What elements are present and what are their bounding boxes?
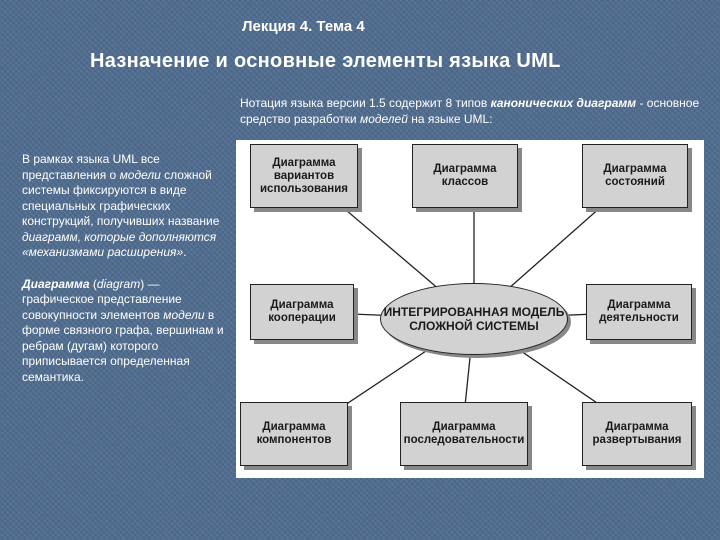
box-activity-diagram: Диаграмма деятельности [586, 284, 692, 340]
p2-text-a: ( [89, 276, 97, 291]
notation-pre: Нотация языка версии 1.5 содержит 8 типов [240, 96, 491, 110]
box-collaboration-diagram: Диаграмма кооперации [250, 284, 354, 340]
p2-em: Диаграмма [22, 276, 90, 291]
p2-em-3: модели [163, 307, 205, 322]
lecture-label: Лекция 4. Тема 4 [242, 18, 365, 35]
notation-emphasis: канонических диаграмм [490, 96, 637, 110]
uml-diagram-figure [236, 140, 704, 478]
notation-post: на языке UML: [407, 112, 493, 126]
box-deployment-diagram: Диаграмма развертывания [582, 402, 692, 466]
box-component-diagram: Диаграмма компонентов [240, 402, 348, 466]
box-sequence-diagram: Диаграмма последовательности [400, 402, 528, 466]
p2-em-2: diagram [96, 276, 141, 291]
p1-text-c: . [183, 245, 187, 259]
definition-text [22, 152, 234, 385]
notation-mid: - основное средство разработки [240, 96, 700, 126]
p1-text-a: В рамках языка UML все представления о [22, 152, 160, 182]
box-class-diagram: Диаграмма классов [412, 144, 518, 208]
p1-text-b: сложной системы фиксируются в виде специальных графических конструкций, получивших название [22, 167, 220, 228]
notation-text [240, 95, 710, 127]
integrated-model-ellipse: ИНТЕГРИРОВАННАЯ МОДЕЛЬ СЛОЖНОЙ СИСТЕМЫ [380, 283, 568, 355]
paragraph-1 [22, 152, 234, 261]
box-use-case-diagram: Диаграмма вариантов использования [250, 144, 358, 208]
p1-em-2: диаграмм, которые дополняются «механизмами расширения» [22, 229, 217, 259]
p1-em: модели [119, 167, 161, 182]
p2-text-c: в форме связного графа, вершинам и ребрам (дугам) которого приписывается определенная семантика. [22, 307, 224, 384]
paragraph-2 [22, 277, 234, 386]
slide-title: Назначение и основные элементы языка UML [90, 50, 561, 72]
box-state-diagram: Диаграмма состояний [582, 144, 688, 208]
notation-emphasis-2: моделей [359, 112, 408, 126]
p2-text-b: ) — графическое представление совокупности элементов [22, 276, 182, 322]
